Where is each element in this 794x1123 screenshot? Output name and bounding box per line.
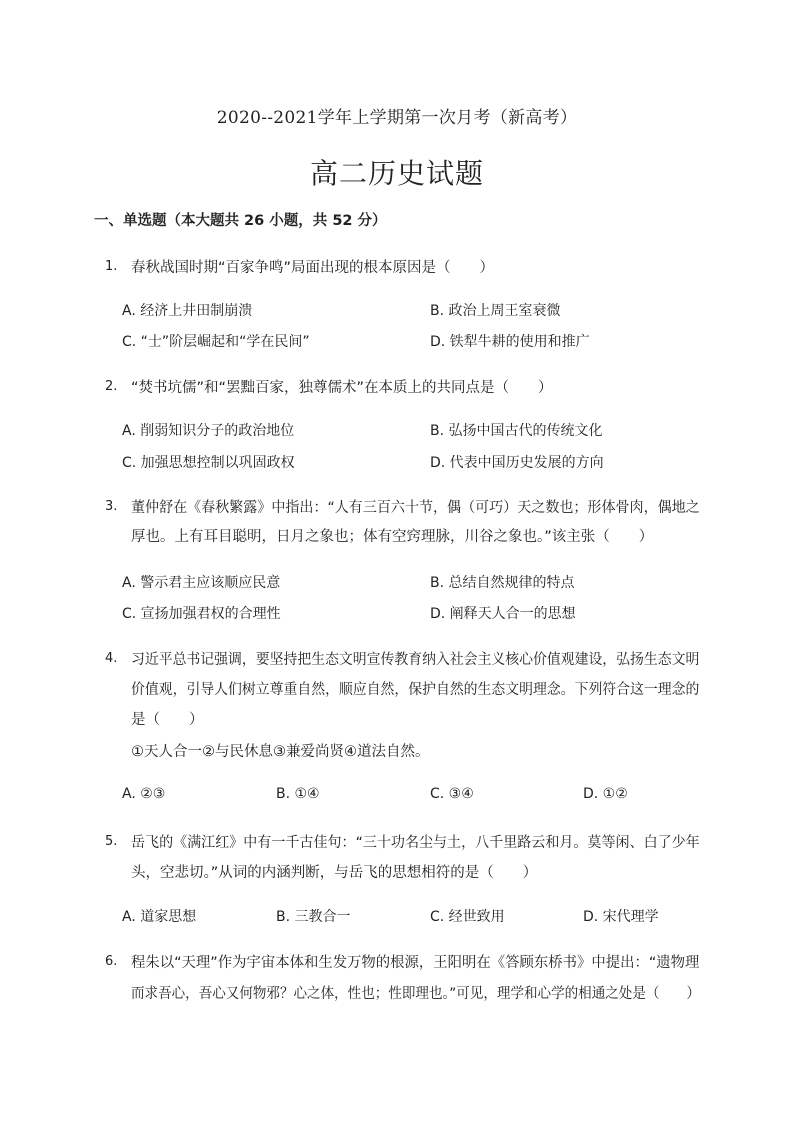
option-a: A. 道家思想 <box>122 909 197 925</box>
question-number: 2. <box>105 379 118 394</box>
question-text-line: 岳飞的《满江红》中有一千古佳句：“三十功名尘与土，八千里路云和月。莫等闲、白了少年 <box>131 835 700 851</box>
question-number: 1. <box>105 259 118 274</box>
exam-subtitle: 2020--2021学年上学期第一次月考（新高考） <box>216 108 578 128</box>
option-c: C. 经世致用 <box>430 909 505 925</box>
question-text-line: ①天人合一②与民休息③兼爱尚贤④道法自然。 <box>131 744 430 760</box>
question-number: 6. <box>105 954 118 969</box>
option-a: A. 经济上井田制崩溃 <box>122 303 253 319</box>
question-text-line: 而求吾心，吾心又何物邪？心之体，性也；性即理也。”可见，理学和心学的相通之处是（ ） <box>131 986 701 1002</box>
question-text-line: 习近平总书记强调，要坚持把生态文明宣传教育纳入社会主义核心价值观建设，弘扬生态文明 <box>131 652 700 668</box>
option-b: B. 政治上周王室衰微 <box>430 303 561 319</box>
option-d: D. 铁犁牛耕的使用和推广 <box>430 334 590 350</box>
option-d: D. 宋代理学 <box>583 909 659 925</box>
option-a: A. 削弱知识分子的政治地位 <box>122 423 295 439</box>
option-c: C. “士”阶层崛起和“学在民间” <box>122 334 310 350</box>
option-c: C. ③④ <box>430 786 474 802</box>
option-c: C. 加强思想控制以巩固政权 <box>122 455 295 471</box>
option-d: D. ①② <box>583 786 628 802</box>
question-number: 5. <box>105 834 118 849</box>
question-text-line: 是（ ） <box>131 712 204 728</box>
section-heading: 一、单选题（本大题共 26 小题，共 52 分） <box>94 213 387 229</box>
question-text-line: 厚也。上有耳目聪明，日月之象也；体有空窍理脉，川谷之象也。”该主张（ ） <box>131 529 654 545</box>
question-number: 4. <box>105 651 118 666</box>
exam-title: 高二历史试题 <box>309 157 484 190</box>
question-text-line: 价值观，引导人们树立尊重自然，顺应自然，保护自然的生态文明理念。下列符合这一理念的 <box>131 682 700 698</box>
option-d: D. 阐释天人合一的思想 <box>430 606 576 622</box>
option-b: B. 弘扬中国古代的传统文化 <box>430 423 603 439</box>
question-text-line: 董仲舒在《春秋繁露》中指出：“人有三百六十节，偶（可巧）天之数也；形体骨肉，偶地之 <box>131 500 700 516</box>
question-text-line: 程朱以“天理”作为宇宙本体和生发万物的根源，王阳明在《答顾东桥书》中提出：“遗物理 <box>131 955 700 971</box>
option-c: C. 宣扬加强君权的合理性 <box>122 606 281 622</box>
question-number: 3. <box>105 499 118 514</box>
option-d: D. 代表中国历史发展的方向 <box>430 455 604 471</box>
option-b: B. 总结自然规律的特点 <box>430 575 575 591</box>
question-text-line: “焚书坑儒”和“罢黜百家，独尊儒术”在本质上的共同点是（ ） <box>131 380 553 396</box>
option-a: A. ②③ <box>122 786 166 802</box>
option-b: B. 三教合一 <box>276 909 351 925</box>
option-a: A. 警示君主应该顺应民意 <box>122 575 281 591</box>
question-text-line: 春秋战国时期“百家争鸣”局面出现的根本原因是（ ） <box>131 260 495 276</box>
question-text-line: 头，空悲切。”从词的内涵判断，与岳飞的思想相符的是（ ） <box>131 865 538 881</box>
option-b: B. ①④ <box>276 786 320 802</box>
